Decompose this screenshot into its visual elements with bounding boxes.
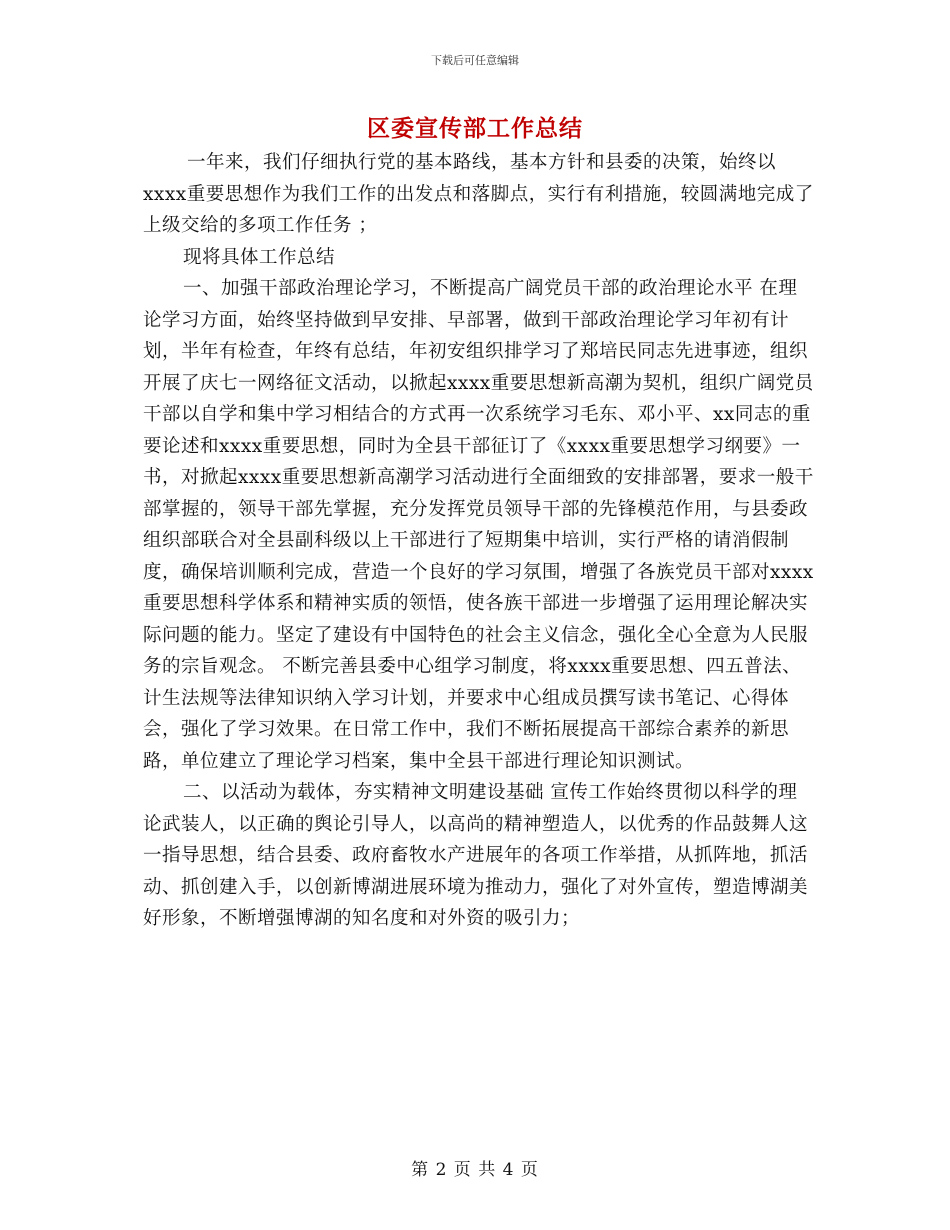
paragraph-summary-lead: 现将具体工作总结 <box>183 246 336 268</box>
header-note: 下载后可任意编辑 <box>431 54 519 67</box>
paragraph-intro: 一年来，我们仔细执行党的基本路线，基本方针和县委的决策，始终以xxxx重要思想作为我们工作的出发点和落脚点，实行有利措施，较圆满地完成了上级交给的多项工作任务 ； <box>143 152 814 236</box>
document-body <box>143 147 815 935</box>
paragraph-section-1: 一、加强干部政治理论学习，不断提高广阔党员干部的政治理论水平 在理论学习方面，始终坚持做到早安排、早部署，做到干部政治理论学习年初有计划，半年有检查，年终有总结，年初安组织排学习了郑培民同志先进事迹，组织开展了庆七一网络征文活动，以掀起xxxx重要思想新高潮为契机，组织广阔党员干部以自学和集中学习相结合的方式再一次系统学习毛东、邓小平、xx同志的重要论述和xxxx重要思想，同时为全县干部征订了《xxxx重要思想学习纲要》一书，对掀起xxxx重要思想新高潮学习活动进行全面细致的安排部署，要求一般干部掌握的，领导干部先掌握，充分发挥党员领导干部的先锋模范作用，与县委政组织部联合对全县副科级以上干部进行了短期集中培训，实行严格的请消假制度，确保培训顺利完成，营造一个良好的学习氛围，增强了各族党员干部对xxxx重要思想科学体系和精神实质的领悟，使各族干部进一步增强了运用理论解决实际问题的能力。坚定了建设有中国特色的社会主义信念，强化全心全意为人民服务的宗旨观念。 不断完善县委中心组学习制度，将xxxx重要思想、四五普法、计生法规等法律知识纳入学习计划，并要求中心组成员撰写读书笔记、心得体会，强化了学习效果。在日常工作中，我们不断拓展提高干部综合素养的新思路，单位建立了理论学习档案，集中全县干部进行理论知识测试。 <box>143 278 814 772</box>
document-title: 区委宣传部工作总结 <box>367 115 583 142</box>
page-number-footer: 第 2 页 共 4 页 <box>411 1160 539 1180</box>
paragraph-section-2: 二、以活动为载体，夯实精神文明建设基础 宣传工作始终贯彻以科学的理论武装人，以正确的舆论引导人，以高尚的精神塑造人，以优秀的作品鼓舞人这一指导思想，结合县委、政府畜牧水产进展年的各项工作举措，从抓阵地，抓活动、抓创建入手，以创新博湖进展环境为推动力，强化了对外宣传，塑造博湖美好形象，不断增强博湖的知名度和对外资的吸引力； <box>143 782 809 929</box>
